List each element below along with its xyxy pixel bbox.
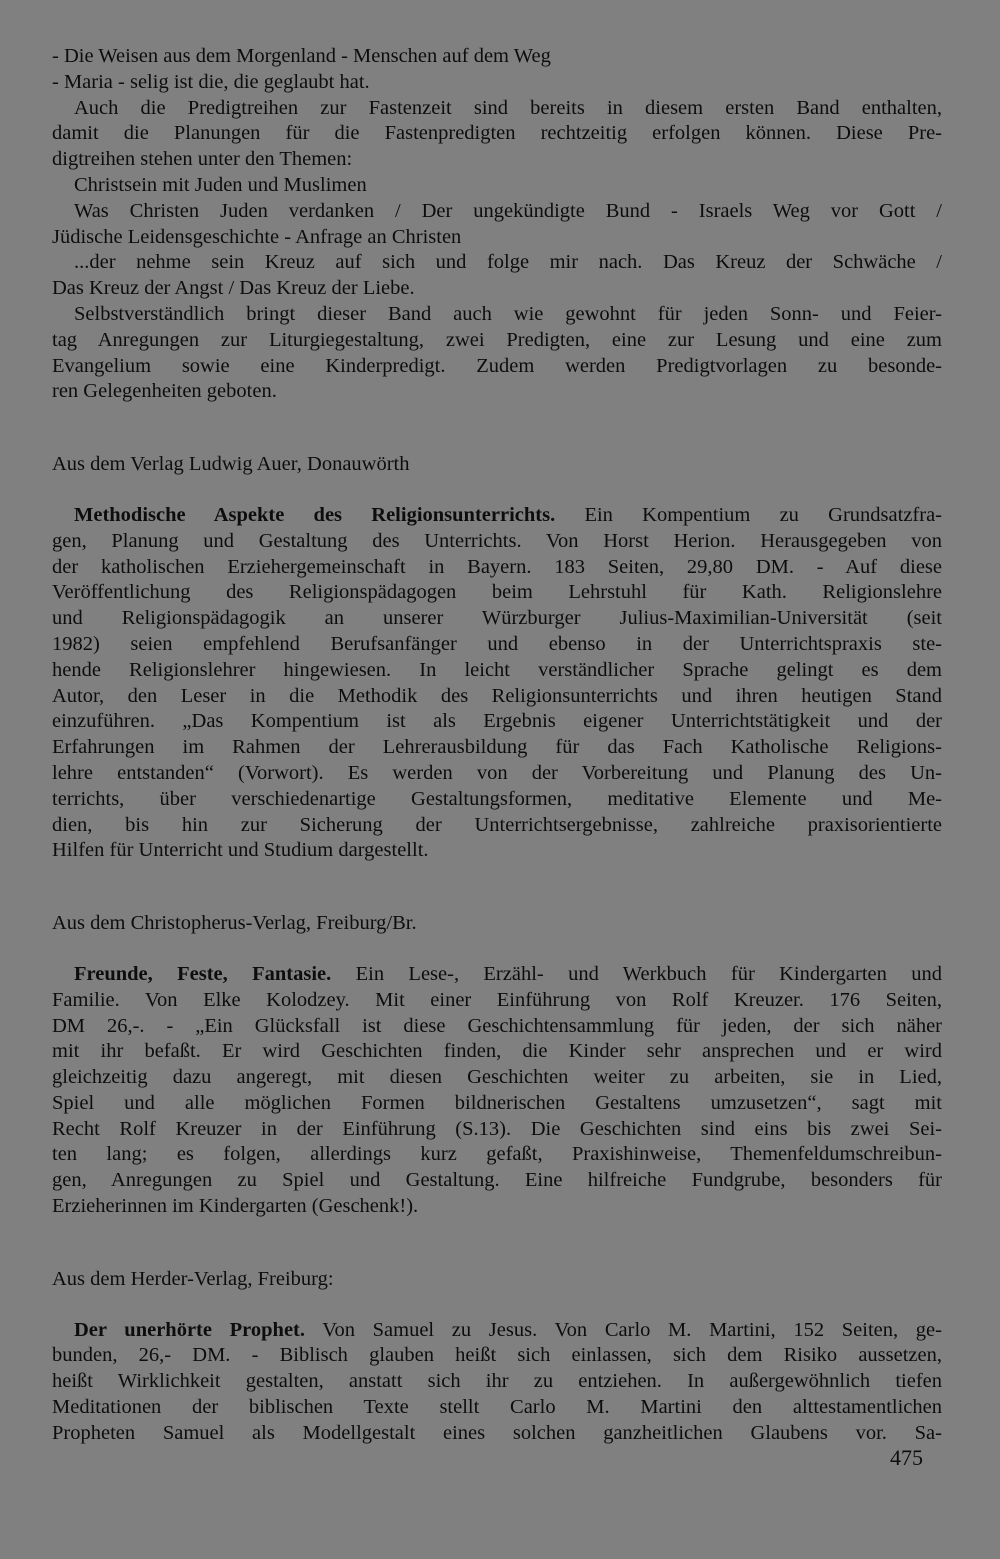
text-line: Selbstverständlich bringt dieser Band auch wie gewohnt für jeden Sonn- und Feier- [74, 302, 942, 325]
section-gap [52, 405, 942, 452]
section-gap [52, 478, 942, 503]
review-first-line [52, 962, 942, 988]
book-title: Methodische Aspekte des Religionsunterrichts. [74, 503, 556, 526]
text-line: einzuführen. „Das Kompentium ist als Ergebnis eigener Unterrichtstätigkeit und der [52, 710, 942, 733]
paragraph-list-items [52, 44, 942, 96]
text-line: gen, Anregungen zu Spiel und Gestaltung. Eine hilfreiche Fundgrube, besonders für [52, 1169, 942, 1192]
paragraph-band [52, 302, 942, 405]
section-gap [52, 1220, 942, 1267]
review-first-line [52, 1318, 942, 1344]
text-line: tag Anregungen zur Liturgiegestaltung, zwei Predigten, eine zur Lesung und eine zum [52, 328, 942, 351]
text-line: Propheten Samuel als Modellgestalt eines solchen ganzheitlichen Glaubens vor. Sa- [52, 1421, 942, 1444]
paragraph-fastenzeit [52, 96, 942, 173]
text-line: Erfahrungen im Rahmen der Lehrerausbildung für das Fach Katholische Religions- [52, 736, 942, 759]
text-line: Das Kreuz der Angst / Das Kreuz der Liebe. [52, 277, 415, 300]
text-line: ten lang; es folgen, allerdings kurz gefaßt, Praxishinweise, Themenfeldumschreibun- [52, 1143, 942, 1166]
paragraph-themen [52, 173, 942, 302]
text-line: Hilfen für Unterricht und Studium dargestellt. [52, 839, 429, 862]
text-line: gleichzeitig dazu angeregt, mit diesen Geschichten weiter zu arbeiten, sie in Lied, [52, 1066, 942, 1089]
section-gap [52, 864, 942, 911]
text-line: Christsein mit Juden und Muslimen [74, 173, 367, 196]
text-line: der katholischen Erziehergemeinschaft in Bayern. 183 Seiten, 29,80 DM. - Auf diese [52, 555, 942, 578]
text-line: Erzieherinnen im Kindergarten (Geschenk!). [52, 1195, 419, 1218]
section-gap [52, 937, 942, 962]
publisher-heading: Aus dem Herder-Verlag, Freiburg: [52, 1267, 334, 1290]
text-line: 1982) seien empfehlend Berufsanfänger und ebenso in der Unterrichtspraxis ste- [52, 632, 942, 655]
text-line: Spiel und alle möglichen Formen bildnerischen Gestaltens umzusetzen“, sagt mit [52, 1091, 942, 1114]
text-line: Auch die Predigtreihen zur Fastenzeit sind bereits in diesem ersten Band enthalten, [74, 96, 942, 119]
text-line: heißt Wirklichkeit gestalten, anstatt sich ihr zu entziehen. In außergewöhnlich tiefen [52, 1370, 942, 1393]
text-run: Von Samuel zu Jesus. Von Carlo M. Martini, 152 Seiten, ge- [305, 1318, 942, 1341]
text-line: Jüdische Leidensgeschichte - Anfrage an Christen [52, 225, 462, 248]
text-line: mit ihr befaßt. Er wird Geschichten finden, die Kinder sehr ansprechen und er wird [52, 1040, 942, 1063]
text-line: hende Religionslehrer hingewiesen. In leicht verständlicher Sprache gelingt es dem [52, 658, 942, 681]
text-line: damit die Planungen für die Fastenpredigten rechtzeitig erfolgen können. Diese Pre- [52, 122, 942, 145]
publisher-heading: Aus dem Christopherus-Verlag, Freiburg/Br. [52, 912, 417, 935]
text-line: Evangelium sowie eine Kinderpredigt. Zudem werden Predigtvorlagen zu besonde- [52, 354, 942, 377]
section-auer [52, 452, 942, 864]
text-line: Familie. Von Elke Kolodzey. Mit einer Einführung von Rolf Kreuzer. 176 Seiten, [52, 988, 942, 1011]
text-line: digtreihen stehen unter den Themen: [52, 148, 353, 171]
text-line: Autor, den Leser in die Methodik des Religionsunterrichts und ihren heutigen Stand [52, 684, 942, 707]
text-line: ren Gelegenheiten geboten. [52, 380, 277, 403]
text-line: gen, Planung und Gestaltung des Unterrichts. Von Horst Herion. Herausgegeben von [52, 529, 942, 552]
book-title: Der unerhörte Prophet. [74, 1318, 305, 1341]
text-run: Ein Kompentium zu Grundsatzfra- [555, 503, 942, 526]
text-line: Meditationen der biblischen Texte stellt Carlo M. Martini den alttestamentlichen [52, 1396, 942, 1419]
section-herder [52, 1267, 942, 1447]
text-line: und Religionspädagogik an unserer Würzburger Julius-Maximilian-Universität (seit [52, 607, 942, 630]
document-page [52, 44, 942, 1447]
section-gap [52, 1293, 942, 1318]
text-line: bunden, 26,- DM. - Biblisch glauben heißt sich einlassen, sich dem Risiko aussetzen, [52, 1344, 942, 1367]
text-line: terrichts, über verschiedenartige Gestaltungsformen, meditative Elemente und Me- [52, 787, 942, 810]
text-line: Veröffentlichung des Religionspädagogen beim Lehrstuhl für Kath. Religionslehre [52, 581, 942, 604]
book-title: Freunde, Feste, Fantasie. [74, 962, 332, 985]
text-line: Was Christen Juden verdanken / Der ungekündigte Bund - Israels Weg vor Gott / [74, 199, 942, 222]
text-run: Ein Lese-, Erzähl- und Werkbuch für Kindergarten und [331, 962, 942, 985]
text-line: DM 26,-. - „Ein Glücksfall ist diese Geschichtensammlung für jeden, der sich näher [52, 1014, 942, 1037]
text-line: dien, bis hin zur Sicherung der Unterrichtsergebnisse, zahlreiche praxisorientierte [52, 813, 942, 836]
page-number: 475 [890, 1445, 923, 1470]
publisher-heading: Aus dem Verlag Ludwig Auer, Donauwörth [52, 453, 410, 476]
text-line: ...der nehme sein Kreuz auf sich und folge mir nach. Das Kreuz der Schwäche / [74, 251, 942, 274]
text-line: Recht Rolf Kreuzer in der Einführung (S.13). Die Geschichten sind eins bis zwei Sei- [52, 1117, 942, 1140]
review-first-line [52, 503, 942, 529]
text-line: - Maria - selig ist die, die geglaubt hat. [52, 70, 370, 93]
text-line: - Die Weisen aus dem Morgenland - Menschen auf dem Weg [52, 45, 551, 67]
section-christopherus [52, 911, 942, 1220]
text-line: lehre entstanden“ (Vorwort). Es werden von der Vorbereitung und Planung des Un- [52, 761, 942, 784]
